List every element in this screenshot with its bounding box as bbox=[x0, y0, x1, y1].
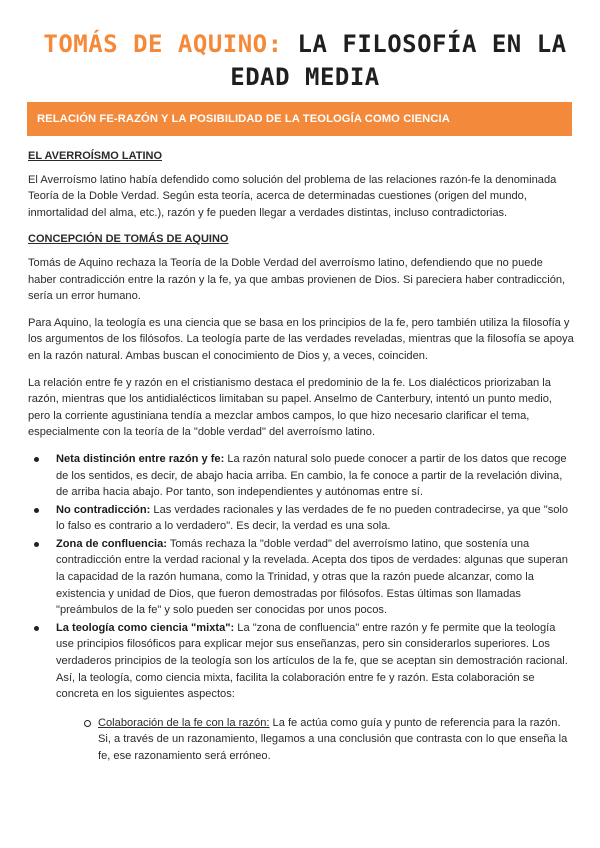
paragraph-concepcion-3: La relación entre fe y razón en el cristianismo destaca el predominio de la fe. Los dialécticos priorizaban la razón, mientras que los antidialécticos limitaban su papel. Anselmo de Canterbury, intentó un punto medio, pero la corriente agustiniana tendía a mezclar ambos campos, lo que hizo necesario clarificar el tema, especialmente con la teoría de la "doble verdad" del averroísmo latino. bbox=[28, 376, 552, 439]
heading-concepcion: CONCEPCIÓN DE TOMÁS DE AQUINO bbox=[28, 233, 229, 246]
bullet-item bbox=[28, 502, 574, 535]
bullet-term: La teología como ciencia "mixta": bbox=[56, 621, 235, 634]
bullet-term: No contradicción: bbox=[56, 503, 151, 516]
title-accent: TOMÁS DE AQUINO: bbox=[43, 30, 283, 58]
bullet-term: Zona de confluencia: bbox=[56, 537, 167, 550]
paragraph-concepcion-1: Tomás de Aquino rechaza la Teoría de la Doble Verdad del averroísmo latino, defendiendo que no puede haber contradicción entre la razón y la fe, ya que ambas provienen de Dios. Si pareciera haber contradicción, sería un error humano. bbox=[28, 256, 566, 303]
sub-bullet-term: Colaboración de la fe con la razón: bbox=[98, 716, 270, 729]
document-title bbox=[40, 28, 570, 94]
heading-averroismo: EL AVERROÍSMO LATINO bbox=[28, 150, 163, 162]
sub-bullet-item bbox=[56, 715, 574, 765]
bullet-list bbox=[28, 451, 574, 765]
bullet-text: La razón natural solo puede conocer a partir de los datos que recoge de los sentidos, es decir, de abajo hacia arriba. En cambio, la fe conoce a partir de la revelación divina, de arriba hacia abajo. Por tanto, son independientes y autónomas entre sí. bbox=[56, 452, 567, 499]
title-rest: LA FILOSOFÍA EN LA EDAD MEDIA bbox=[230, 30, 567, 91]
paragraph-concepcion-2: Para Aquino, la teología es una ciencia que se basa en los principios de la fe, pero también utiliza la filosofía y los argumentos de los filósofos. La teología parte de las verdades reveladas, mientras que la filosofía se apoya en la razón natural. Ambas buscan el conocimiento de Dios y, a veces, coinciden. bbox=[28, 316, 574, 362]
document-body bbox=[28, 148, 574, 766]
paragraph-averroismo: El Averroísmo latino había defendido como solución del problema de las relaciones razón-fe la denominada Teoría de la Doble Verdad. Según esta teoría, acerca de determinadas cuestiones (origen del mundo, inmortalidad del alma, etc.), razón y fe pueden llegar a verdades distintas, incluso contradictorias. bbox=[28, 173, 557, 219]
bullet-term: Neta distinción entre razón y fe: bbox=[56, 452, 225, 465]
sub-bullet-list bbox=[56, 715, 574, 765]
sub-bullet-text: La fe actúa como guía y punto de referencia para la razón. Si, a través de un razonamiento, llegamos a una conclusión que contrasta con lo que enseña la fe, ese razonamiento será erróneo. bbox=[98, 716, 568, 762]
bullet-text: Tomás rechaza la "doble verdad" del averroísmo latino, que sostenía una contradicción entre la verdad racional y la revelada. Acepta dos tipos de verdades: algunas que superan la capacidad de la razón humana, como la Trinidad, y otras que la razón puede alcanzar, como la existencia y unidad de Dios, que fueron demostradas por filósofos. Estas últimas son llamadas "preámbulos de la fe" y solo pueden ser conocidas por unos pocos. bbox=[56, 537, 568, 617]
bullet-text: La "zona de confluencia" entre razón y fe permite que la teología use principios filosóficos para explicar mejor sus enseñanzas, pero sin considerarlos superiores. Los verdaderos principios de la teología son los artículos de la fe, que se aceptan sin demostración racional. Así, la teología, como ciencia mixta, facilita la colaboración entre fe y razón. Esta colaboración se concreta en los siguientes aspectos: bbox=[56, 621, 568, 701]
bullet-item bbox=[28, 620, 574, 765]
bullet-item bbox=[28, 536, 574, 619]
bullet-item bbox=[28, 451, 574, 501]
section-banner: RELACIÓN FE-RAZÓN Y LA POSIBILIDAD DE LA TEOLOGÍA COMO CIENCIA bbox=[27, 102, 572, 136]
bullet-text: Las verdades racionales y las verdades de fe no pueden contradecirse, ya que "solo lo falso es contrario a lo verdadero". Es decir, la verdad es una sola. bbox=[56, 503, 569, 533]
